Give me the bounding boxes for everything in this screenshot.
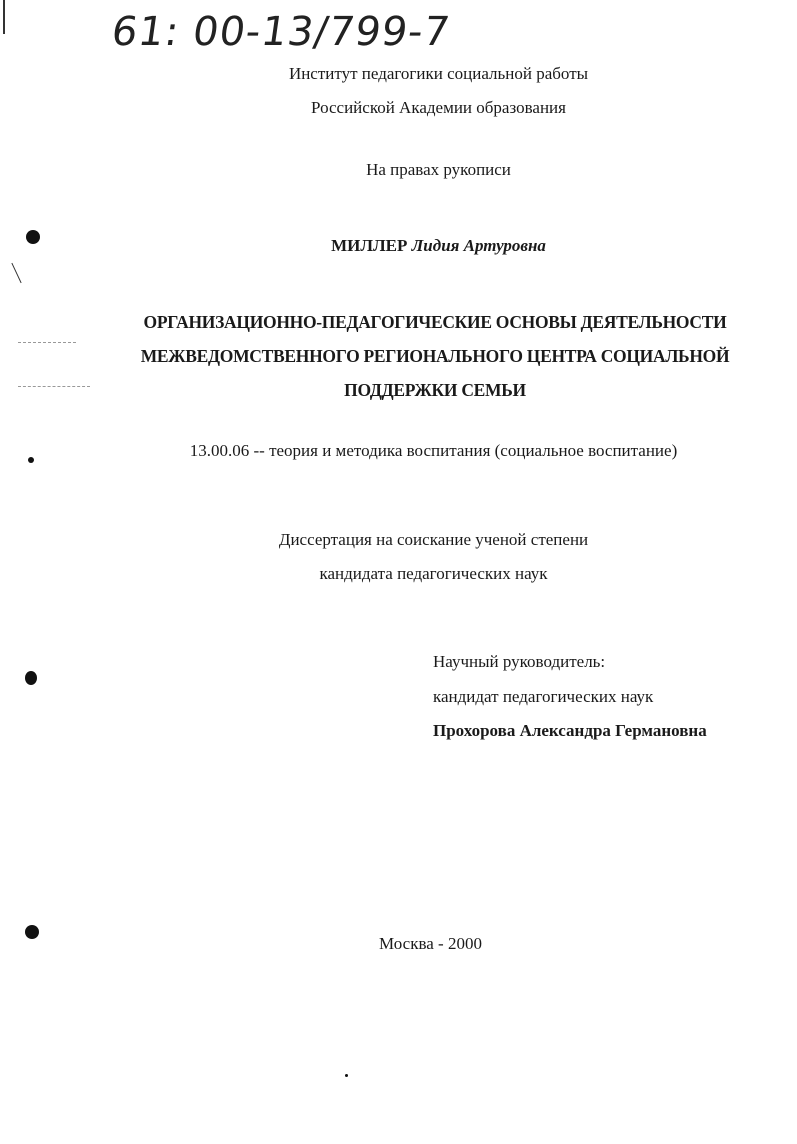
author-given-names: Лидия Артуровна bbox=[411, 236, 546, 255]
author-surname: МИЛЛЕР bbox=[331, 236, 408, 255]
title-line-3: ПОДДЕРЖКИ СЕМЬИ bbox=[344, 380, 526, 400]
degree-line-2: кандидата педагогических наук bbox=[319, 564, 548, 583]
specialty-code: 13.00.06 -- теория и методика воспитания (социальное воспитание) bbox=[189, 441, 678, 460]
supervisor-degree: кандидат педагогических наук bbox=[433, 687, 654, 706]
scan-edge-mark bbox=[3, 0, 5, 34]
scan-artifact-line bbox=[18, 342, 76, 343]
supervisor-label: Научный руководитель: bbox=[433, 652, 606, 671]
scan-artifact-line bbox=[18, 386, 90, 387]
supervisor-name: Прохорова Александра Германовна bbox=[433, 721, 707, 740]
scan-speck bbox=[345, 1074, 348, 1077]
title-line-2: МЕЖВЕДОМСТВЕННОГО РЕГИОНАЛЬНОГО ЦЕНТРА СОЦИАЛЬНОЙ bbox=[140, 346, 730, 366]
academy-name: Российской Академии образования bbox=[311, 98, 566, 117]
scan-speck bbox=[28, 457, 34, 463]
institute-name: Институт педагогики социальной работы bbox=[288, 64, 589, 83]
city-year: Москва - 2000 bbox=[379, 934, 482, 953]
title-line-1: ОРГАНИЗАЦИОННО-ПЕДАГОГИЧЕСКИЕ ОСНОВЫ ДЕЯТЕЛЬНОСТИ bbox=[143, 312, 727, 332]
scan-speck bbox=[11, 263, 21, 283]
archive-number-handwritten: 61: 00-13/799-7 bbox=[108, 9, 454, 55]
manuscript-status: На правах рукописи bbox=[366, 160, 511, 179]
degree-line-1: Диссертация на соискание ученой степени bbox=[278, 530, 589, 549]
binding-hole-mark bbox=[25, 925, 39, 939]
binding-hole-mark bbox=[25, 671, 37, 685]
binding-hole-mark bbox=[26, 230, 40, 244]
author-name bbox=[40, 236, 797, 256]
